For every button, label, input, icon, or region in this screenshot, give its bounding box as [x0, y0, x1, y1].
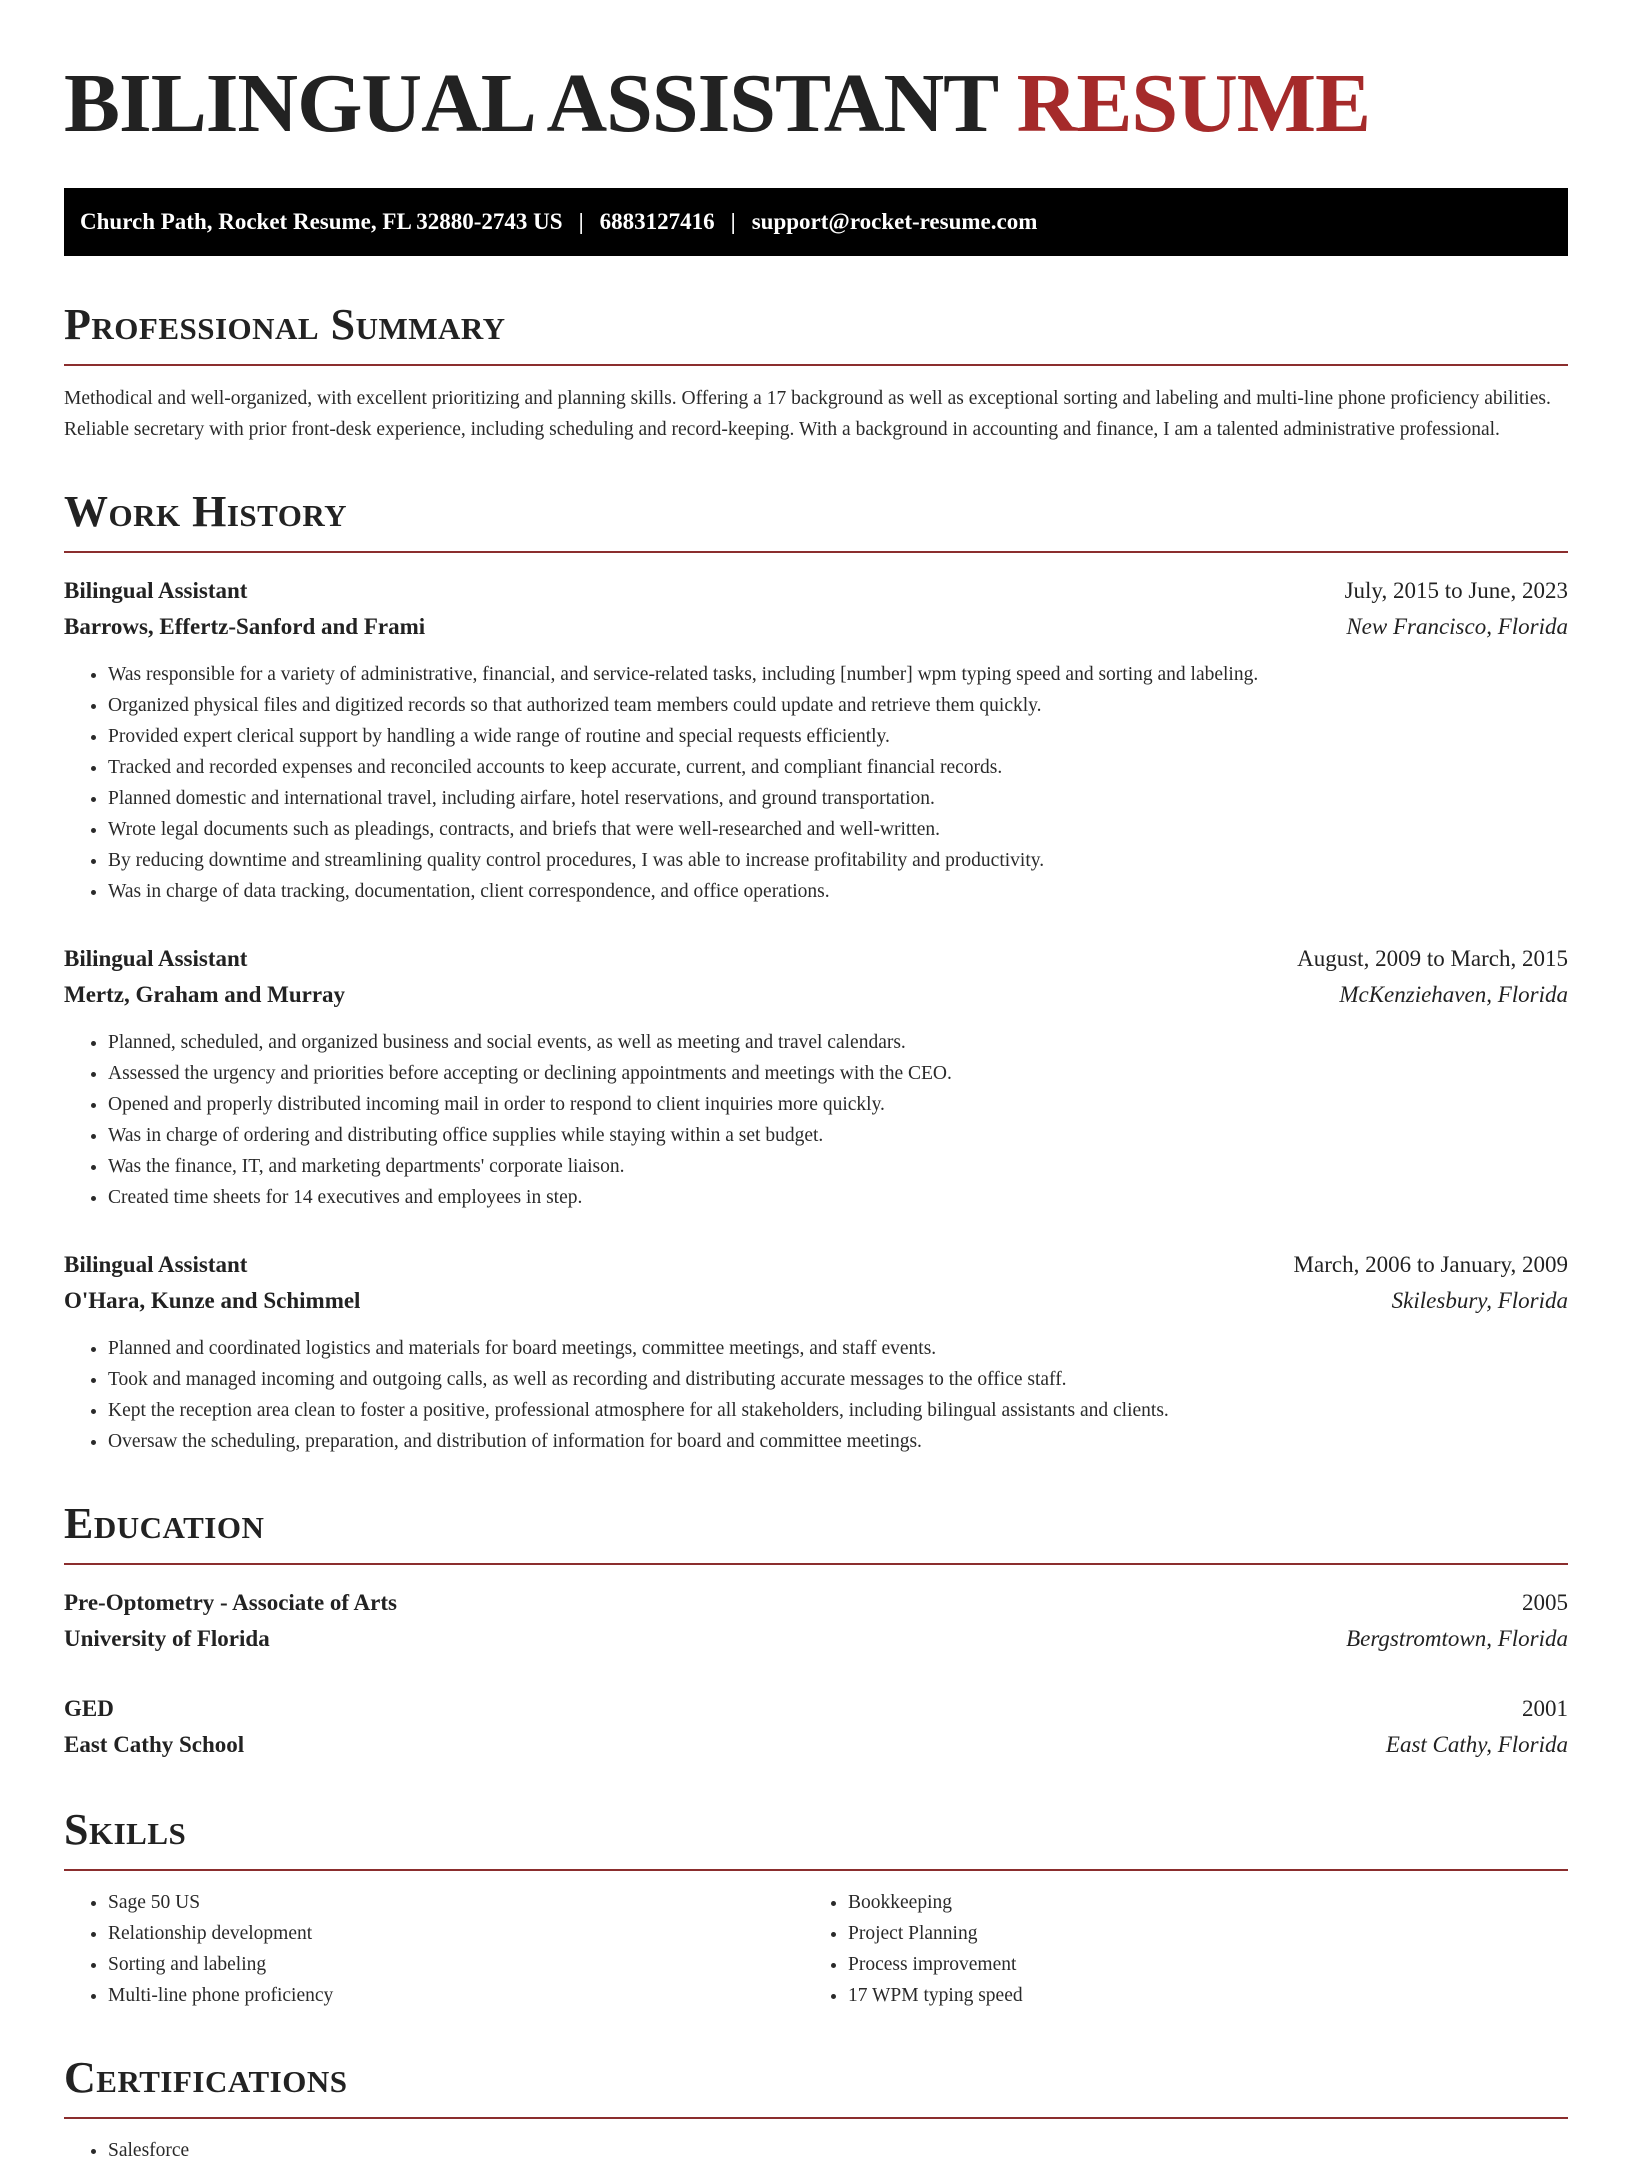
job-entry [64, 1247, 1568, 1457]
section-divider [64, 1869, 1568, 1871]
job-dates: July, 2015 to June, 2023 [1344, 578, 1568, 603]
section-heading: Education [64, 1499, 265, 1548]
section-heading: Work History [64, 487, 348, 536]
job-company: Barrows, Effertz-Sanford and Frami [64, 614, 426, 639]
job-company-row [64, 977, 1568, 1013]
contact-bar [64, 188, 1568, 256]
work-history-section [64, 487, 1568, 1457]
job-duties [64, 1027, 1568, 1213]
section-heading: Skills [64, 1805, 187, 1854]
education-degree: GED [64, 1696, 114, 1721]
job-entry [64, 573, 1568, 907]
job-duty: • Wrote legal documents such as pleadings, contracts, and briefs that were well-researched and well-written. [108, 814, 1568, 845]
job-duty: • Kept the reception area clean to foster a positive, professional atmosphere for all stakeholders, including bilingual assistants and clients. [108, 1395, 1568, 1426]
job-duty: • Created time sheets for 14 executives and employees in step. [108, 1182, 1568, 1213]
job-duty: • Was the finance, IT, and marketing departments' corporate liaison. [108, 1151, 1568, 1182]
job-dates: August, 2009 to March, 2015 [1297, 946, 1568, 971]
job-header [64, 941, 1568, 977]
education-header [64, 1585, 1568, 1621]
skill-item: • Multi-line phone proficiency [108, 1980, 804, 2011]
job-title: Bilingual Assistant [64, 1252, 248, 1277]
job-duty: • Organized physical files and digitized records so that authorized team members could update and retrieve them quickly. [108, 690, 1568, 721]
resume-title [64, 56, 1568, 152]
job-title: Bilingual Assistant [64, 578, 248, 603]
education-header [64, 1691, 1568, 1727]
contact-separator: | [730, 209, 736, 234]
skill-item: • Process improvement [848, 1949, 1568, 1980]
education-degree: Pre-Optometry - Associate of Arts [64, 1590, 397, 1615]
job-duty: • Was in charge of data tracking, documentation, client correspondence, and office operations. [108, 876, 1568, 907]
education-entry [64, 1585, 1568, 1657]
job-duties [64, 659, 1568, 907]
job-entry [64, 941, 1568, 1213]
job-duty: • Oversaw the scheduling, preparation, and distribution of information for board and committee meetings. [108, 1426, 1568, 1457]
contact-address: Church Path, Rocket Resume, FL 32880-2743 US [80, 209, 563, 234]
job-duty: • Planned and coordinated logistics and materials for board meetings, committee meetings, and staff events. [108, 1333, 1568, 1364]
section-divider [64, 364, 1568, 366]
skills-list [64, 1887, 1568, 2011]
job-duty: • Was responsible for a variety of administrative, financial, and service-related tasks, including [number] wpm typing speed and sorting and labeling. [108, 659, 1568, 690]
education-school-row [64, 1727, 1568, 1763]
education-section [64, 1499, 1568, 1763]
section-divider [64, 551, 1568, 553]
job-duty: • Planned, scheduled, and organized business and social events, as well as meeting and travel calendars. [108, 1027, 1568, 1058]
section-heading: Certifications [64, 2053, 348, 2102]
skill-item: • Sorting and labeling [108, 1949, 804, 1980]
education-year: 2001 [1522, 1696, 1568, 1721]
summary-text: Methodical and well-organized, with excellent prioritizing and planning skills. Offering a 17 background as well as exceptional sorting and labeling and multi-line phone proficiency abilities. Reliable secretary with prior front-desk experience, including scheduling and record-keeping. With a background in accounting and finance, I am a talented administrative professional. [64, 388, 1551, 440]
job-duty: • Planned domestic and international travel, including airfare, hotel reservations, and ground transportation. [108, 783, 1568, 814]
job-company: Mertz, Graham and Murray [64, 982, 346, 1007]
job-duty: • Took and managed incoming and outgoing calls, as well as recording and distributing accurate messages to the office staff. [108, 1364, 1568, 1395]
skills-column-right [804, 1887, 1568, 2011]
certification-item: • Salesforce [108, 2135, 1568, 2166]
skill-item: • Sage 50 US [108, 1887, 804, 1918]
job-duty: • By reducing downtime and streamlining quality control procedures, I was able to increase profitability and productivity. [108, 845, 1568, 876]
education-location: East Cathy, Florida [1385, 1732, 1568, 1757]
education-school: East Cathy School [64, 1732, 245, 1757]
job-location: McKenziehaven, Florida [1339, 982, 1568, 1007]
contact-email[interactable]: support@rocket-resume.com [751, 209, 1038, 234]
section-divider [64, 1563, 1568, 1565]
education-year: 2005 [1522, 1590, 1568, 1615]
job-dates: March, 2006 to January, 2009 [1293, 1252, 1568, 1277]
education-school: University of Florida [64, 1626, 270, 1651]
skill-item: • Project Planning [848, 1918, 1568, 1949]
education-entry [64, 1691, 1568, 1763]
job-duties [64, 1333, 1568, 1457]
job-duty: • Was in charge of ordering and distributing office supplies while staying within a set budget. [108, 1120, 1568, 1151]
job-duty: • Assessed the urgency and priorities before accepting or declining appointments and meetings with the CEO. [108, 1058, 1568, 1089]
contact-phone[interactable]: 6883127416 [599, 209, 715, 234]
title-accent: RESUME [1016, 57, 1371, 150]
skills-section [64, 1805, 1568, 2011]
job-duty: • Opened and properly distributed incoming mail in order to respond to client inquiries more quickly. [108, 1089, 1568, 1120]
skill-item: • 17 WPM typing speed [848, 1980, 1568, 2011]
job-duty: • Provided expert clerical support by handling a wide range of routine and special requests efficiently. [108, 721, 1568, 752]
job-company: O'Hara, Kunze and Schimmel [64, 1288, 361, 1313]
contact-separator: | [578, 209, 584, 234]
job-company-row [64, 1283, 1568, 1319]
job-company-row [64, 609, 1568, 645]
section-heading: Professional Summary [64, 300, 506, 349]
summary-section [64, 300, 1568, 445]
certifications-section [64, 2053, 1568, 2166]
certifications-list [64, 2135, 1568, 2166]
job-location: Skilesbury, Florida [1391, 1288, 1568, 1313]
job-title: Bilingual Assistant [64, 946, 248, 971]
title-main: BILINGUAL ASSISTANT [64, 57, 997, 150]
education-location: Bergstromtown, Florida [1346, 1626, 1568, 1651]
section-divider [64, 2117, 1568, 2119]
skill-item: • Relationship development [108, 1918, 804, 1949]
job-header [64, 1247, 1568, 1283]
job-header [64, 573, 1568, 609]
job-location: New Francisco, Florida [1346, 614, 1568, 639]
skills-column-left [64, 1887, 804, 2011]
job-duty: • Tracked and recorded expenses and reconciled accounts to keep accurate, current, and compliant financial records. [108, 752, 1568, 783]
skill-item: • Bookkeeping [848, 1887, 1568, 1918]
education-school-row [64, 1621, 1568, 1657]
